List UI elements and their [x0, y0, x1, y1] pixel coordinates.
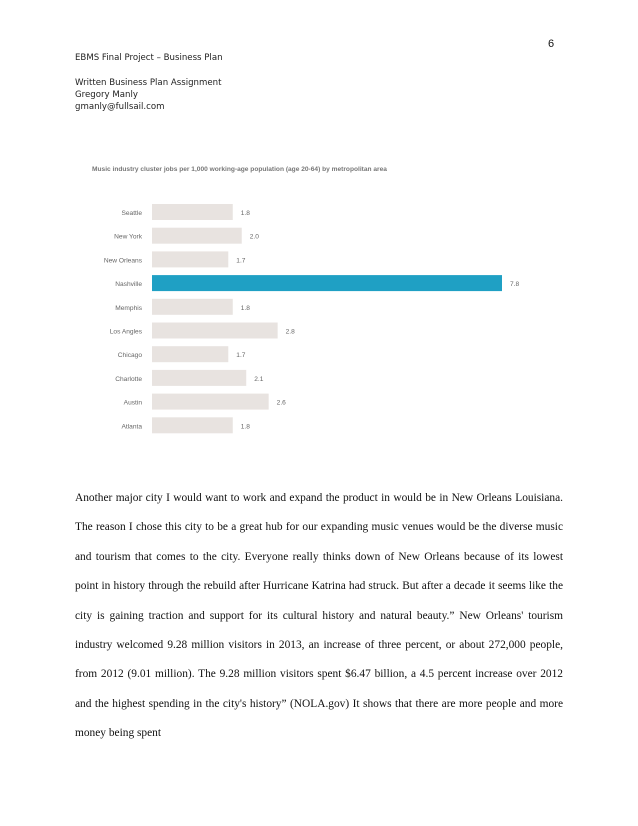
category-label: Nashville	[115, 281, 142, 289]
data-label: 1.7	[236, 352, 246, 360]
chart-canvas	[90, 160, 550, 450]
data-label: 2.0	[249, 233, 259, 241]
data-label: 7.8	[510, 281, 520, 289]
category-label: Los Angles	[109, 328, 142, 336]
category-label: Memphis	[115, 304, 142, 312]
bar-new-orleans	[152, 251, 228, 267]
data-label: 1.8	[240, 423, 250, 431]
category-label: New York	[114, 233, 142, 241]
music-jobs-bar-chart	[90, 160, 550, 450]
body-paragraph: Another major city I would want to work and expand the product in would be in New Orleans Louisiana. The reason I chose this city to be a great hub for our expanding music venues would be the diverse music and tourism that comes to the city. Everyone really thinks down of New Orleans because of its lowest point in history through the rebuild after Hurricane Katrina had struck. But after a decade it seems like the city is gaining traction and support for its cultural history and natural beauty.” New Orleans' tourism industry welcomed 9.28 million visitors in 2013, an increase of three percent, or about 272,000 people, from 2012 (9.01 million). The 9.28 million visitors spent $6.47 billion, a 4.5 percent increase over 2012 and the highest spending in the city's history” (NOLA.gov) It shows that there are more people and more money being spent	[75, 492, 563, 740]
bar-seattle	[152, 204, 233, 220]
bar-nashville	[152, 275, 502, 291]
bar-new-york	[152, 228, 242, 244]
chart-title: Music industry cluster jobs per 1,000 working-age population (age 20-64) by metropolitan area	[92, 166, 387, 173]
body-text	[75, 484, 563, 749]
data-label: 2.1	[254, 375, 264, 383]
category-label: Atlanta	[121, 423, 142, 431]
category-label: Chicago	[117, 352, 142, 360]
header-author: Gregory Manly	[75, 90, 138, 100]
bar-atlanta	[152, 417, 233, 433]
bar-chicago	[152, 346, 228, 362]
page-number: 6	[548, 38, 555, 50]
bar-austin	[152, 394, 269, 410]
data-label: 2.8	[285, 328, 295, 336]
header-title: EBMS Final Project – Business Plan	[75, 53, 223, 63]
data-label: 1.7	[236, 257, 246, 265]
bar-los-angles	[152, 323, 278, 339]
document-header	[75, 52, 223, 113]
category-label: New Orleans	[103, 257, 142, 265]
data-label: 2.6	[276, 399, 286, 407]
category-label: Charlotte	[115, 375, 142, 383]
category-label: Seattle	[121, 210, 142, 217]
category-label: Austin	[123, 399, 142, 407]
bar-charlotte	[152, 370, 246, 386]
header-email: gmanly@fullsail.com	[75, 102, 165, 112]
bar-memphis	[152, 299, 233, 315]
data-label: 1.8	[240, 304, 250, 312]
header-assignment: Written Business Plan Assignment	[75, 78, 222, 88]
data-label: 1.8	[240, 210, 250, 217]
